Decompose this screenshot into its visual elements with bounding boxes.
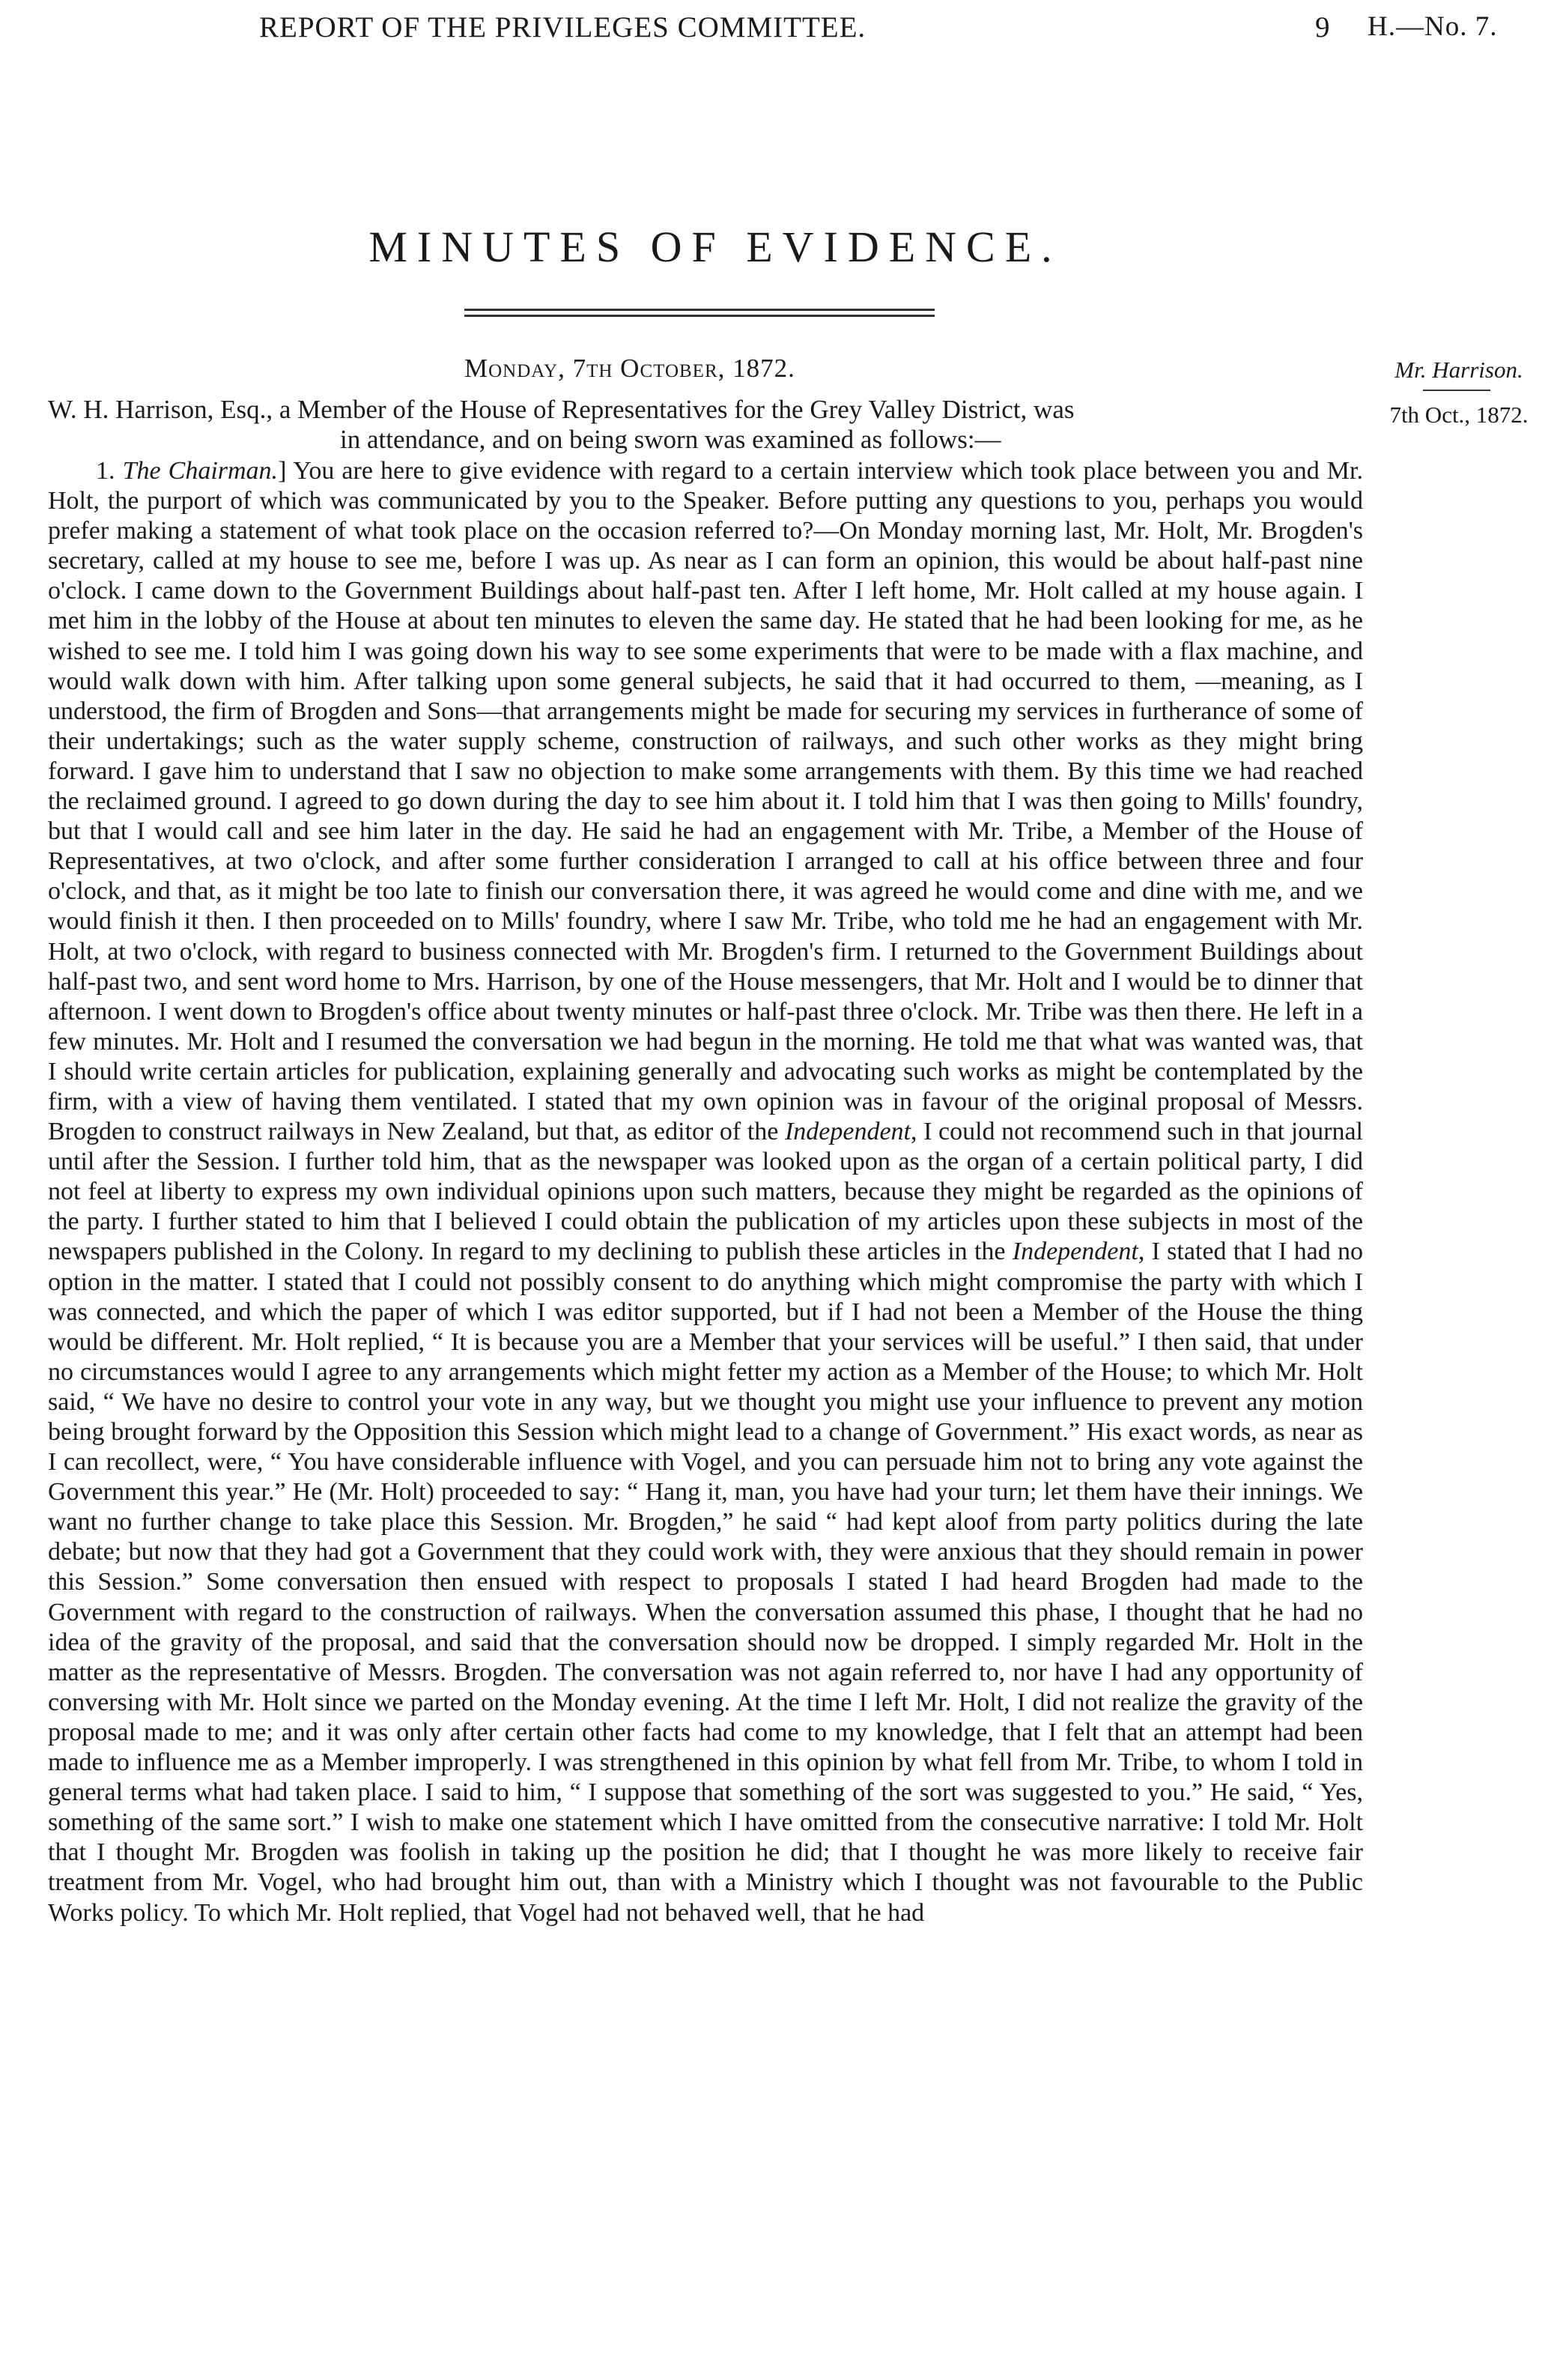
title-rule-lower: [464, 315, 935, 317]
question-speaker: The Chairman.: [122, 457, 279, 485]
margin-rule: [1423, 390, 1490, 391]
question-number: 1.: [96, 457, 115, 485]
evidence-text-part-3: , I stated that I had no option in the matter. I stated that I could not possibly consent to do anything which might compromise the party with which I was connected, and which the paper of which I was editor supported, but if I had not been a Member of the House the thing would be different. Mr. Holt replied, “ It is because you are a Member that your services will be useful.” I then said, that under no circumstances would I agree to any arrangements which might fetter my action as a Member of the House; to which Mr. Holt said, “ We have no desire to control your vote in any way, but we thought you might use your influence to prevent any motion being brought forward by the Opposition this Session which might lead to a change of Government.” His exact words, as near as I can recollect, were, “ You have considerable influence with Vogel, and you can persuade him not to bring any vote against the Government this year.” He (Mr. Holt) proceeded to say: “ Hang it, man, you have had your turn; let them have their innings. We want no further change to take place this Session. Mr. Brogden,” he said “ had kept aloof from party politics during the late debate; but now that they had got a Government that they could work with, they were anxious that they should remain in power this Session.” Some conversation then ensued with respect to proposals I stated I had heard Brogden had made to the Government with regard to the construction of railways. When the conversation assumed this phase, I thought that he had no idea of the gravity of the proposal, and said that the conversation should now be dropped. I simply regarded Mr. Holt in the matter as the representative of Messrs. Brogden. The conversation was not again referred to, nor have I had any opportunity of conversing with Mr. Holt since we parted on the Monday evening. At the time I left Mr. Holt, I did not realize the gravity of the proposal made to me; and it was only after certain other facts had come to my knowledge, that I felt that an attempt had been made to influence me as a Member improperly. I was strengthened in this opinion by what fell from Mr. Tribe, to whom I told in general terms what had taken place. I said to him, “ I suppose that something of the sort was suggested to you.” He said, “ Yes, something of the same sort.” I wish to make one statement which I have omitted from the consecutive narrative: I told Mr. Holt that I thought Mr. Brogden was foolish in taking up the position he did; that I thought he was more likely to receive fair treatment from Mr. Vogel, who had brought him out, than with a Ministry which I thought was not favourable to the Public Works policy. To which Mr. Holt replied, that Vogel had not behaved well, that he had: [48, 1238, 1363, 1927]
page-number: 9: [1315, 11, 1331, 43]
evidence-text-part-2: , I could not recommend such in that journal until after the Session. I further told him, that as the newspaper was looked upon as the organ of a certain political party, I did not feel at liberty to express my own individual opinions upon such matters, because they might be regarded as the opinions of the party. I further stated to him that I believed I could obtain the publication of my articles upon these subjects in most of the newspapers published in the Colony. In regard to my declining to publish these articles in the: [48, 1118, 1363, 1266]
running-head-title: REPORT OF THE PRIVILEGES COMMITTEE.: [259, 11, 867, 43]
witness-intro: [48, 395, 1363, 455]
witness-intro-line-1: W. H. Harrison, Esq., a Member of the House of Representatives for the Grey Valley District, was: [48, 395, 1075, 424]
evidence-paragraph: [48, 456, 1363, 1928]
evidence-text-part-1: ] You are here to give evidence with regard to a certain interview which took place between you and Mr. Holt, the purport of which was communicated by you to the Speaker. Before putting any questions to you, perhaps you would prefer making a statement of what took place on the occasion referred to?—On Monday morning last, Mr. Holt, Mr. Brogden's secretary, called at my house to see me, before I was up. As near as I can form an opinion, this would be about half-past nine o'clock. I came down to the Government Buildings about half-past ten. After I left home, Mr. Holt called at my house again. I met him in the lobby of the House at about ten minutes to eleven the same day. He stated that he had been looking for me, as he wished to see me. I told him I was going down his way to see some experiments that were to be made with a flax machine, and would walk down with him. After talking upon some general subjects, he said that it had occurred to them, —meaning, as I understood, the firm of Brogden and Sons—that arrangements might be made for securing my services in furtherance of some of their undertakings; such as the water supply scheme, construction of railways, and such other works as they might bring forward. I gave him to understand that I saw no objection to make some arrangements with them. By this time we had reached the reclaimed ground. I agreed to go down during the day to see him about it. I told him that I was then going to Mills' foundry, but that I would call and see him later in the day. He said he had an engagement with Mr. Tribe, a Member of the House of Representatives, at two o'clock, and after some further consideration I arranged to call at his office between three and four o'clock, and that, as it might be too late to finish our conversation there, it was agreed he would come and dine with me, and we would finish it then. I then proceeded on to Mills' foundry, where I saw Mr. Tribe, who told me he had an engagement with Mr. Holt, at two o'clock, with regard to business connected with Mr. Brogden's firm. I returned to the Government Buildings about half-past two, and sent word home to Mrs. Harrison, by one of the House messengers, that Mr. Holt and I would be to dinner that afternoon. I went down to Brogden's office about twenty minutes or half-past three o'clock. Mr. Tribe was then there. He left in a few minutes. Mr. Holt and I resumed the conversation we had begun in the morning. He told me that what was wanted was, that I should write certain articles for publication, explaining generally and advocating such works as might be contemplated by the firm, with a view of having them ventilated. I stated that my own opinion was in favour of the original proposal of Messrs. Brogden to construct railways in New Zealand, but that, as editor of the: [48, 457, 1363, 1146]
title-rule-upper: [464, 309, 935, 311]
witness-intro-line-2: in attendance, and on being sworn was examined as follows:—: [340, 425, 1001, 454]
running-head: [0, 10, 1566, 55]
session-date: Monday, 7th October, 1872.: [464, 354, 795, 383]
newspaper-name: Independent: [1012, 1238, 1138, 1266]
newspaper-name: Independent: [784, 1118, 911, 1146]
margin-date: 7th Oct., 1872.: [1389, 402, 1529, 428]
page-title: MINUTES OF EVIDENCE.: [368, 222, 1062, 271]
margin-witness-name: Mr. Harrison.: [1394, 357, 1523, 383]
document-code: H.—No. 7.: [1368, 11, 1498, 42]
